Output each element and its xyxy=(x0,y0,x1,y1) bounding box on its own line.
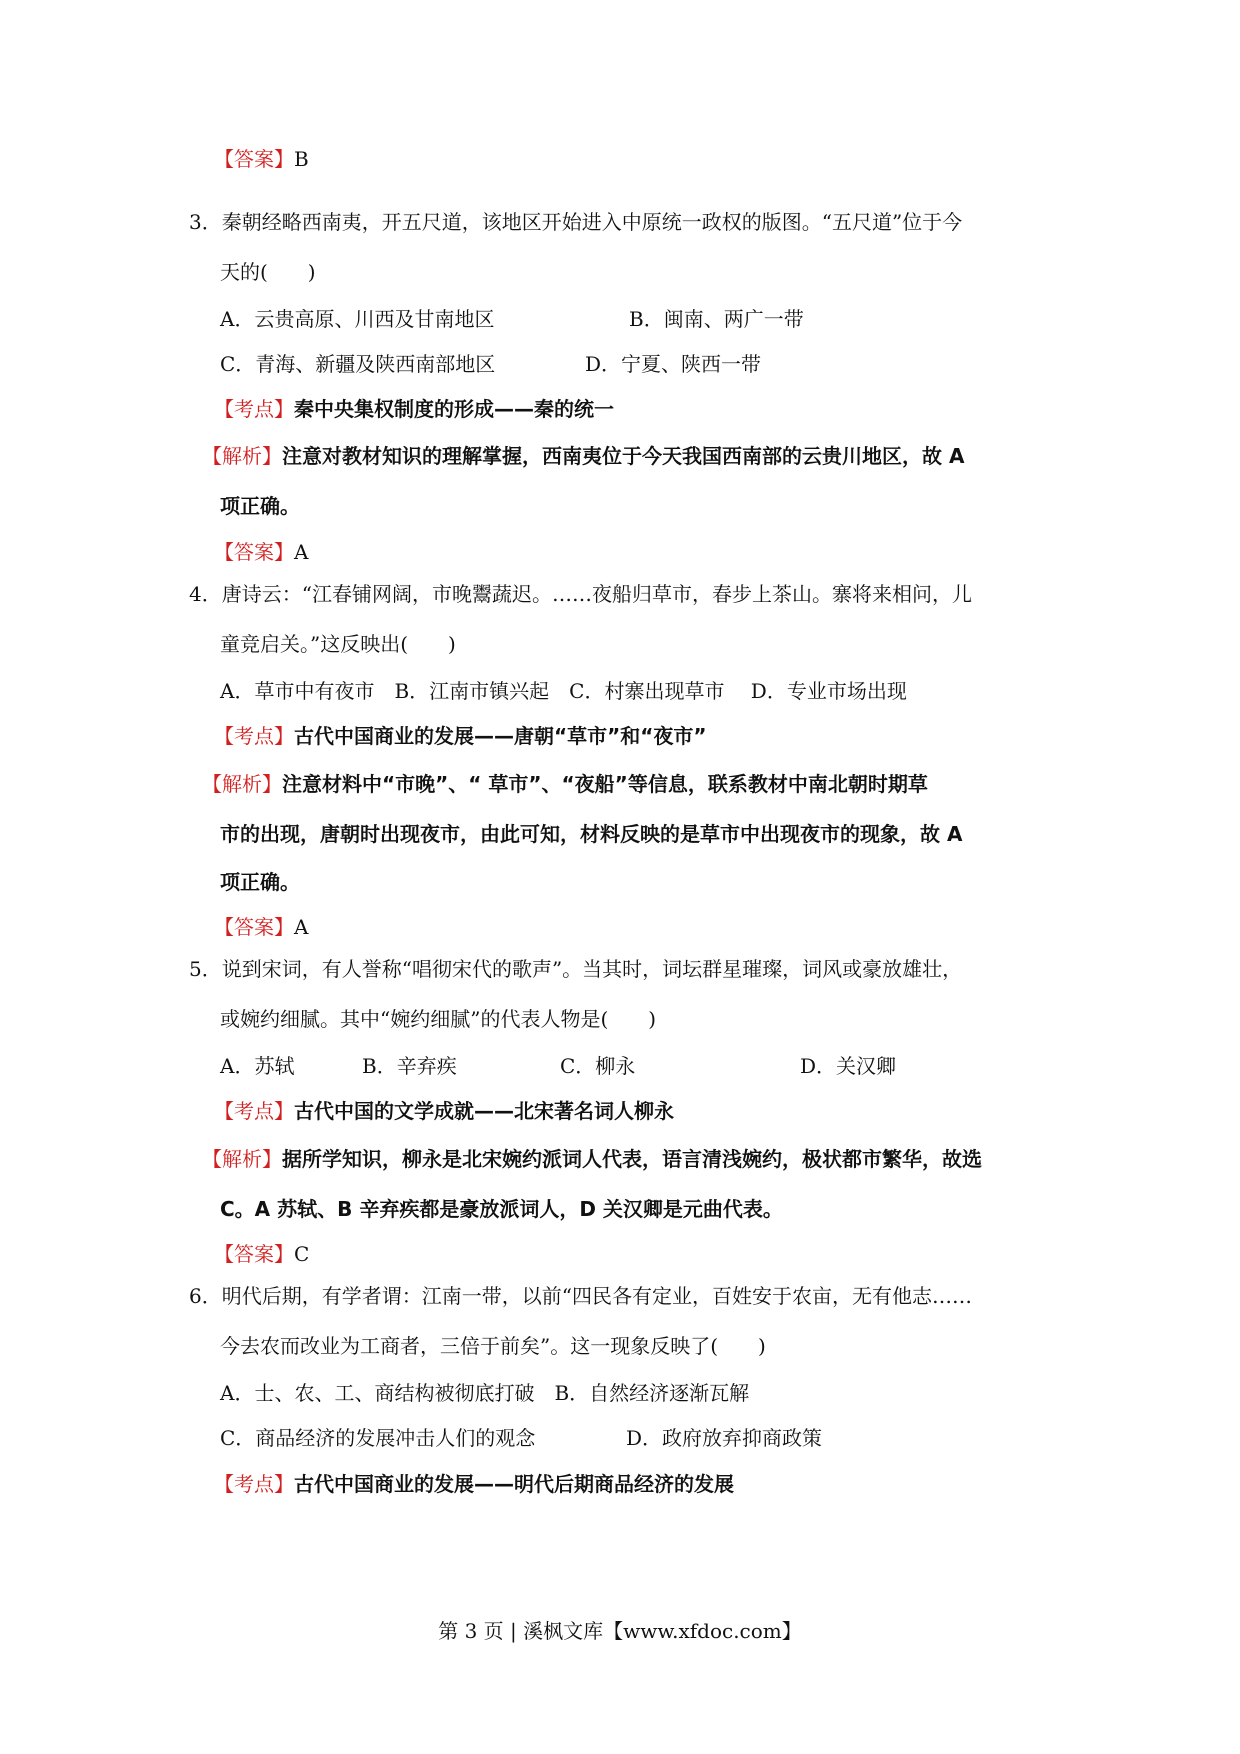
question-5-option-d: D．关汉卿 xyxy=(800,1054,897,1078)
answer-tag: 【答案】 xyxy=(214,915,294,939)
answer-row xyxy=(214,145,309,173)
question-3-kaodian xyxy=(214,395,614,423)
answer-tag: 【答案】 xyxy=(214,1242,294,1266)
page-footer: 第 3 页 | 溪枫文库【www.xfdoc.com】 xyxy=(438,1619,802,1643)
question-4-stem-line-2: 童竞启关。”这反映出( ) xyxy=(220,632,456,656)
jiexi-text: 注意材料中“市晚”、“ 草市”、“夜船”等信息，联系教材中南北朝时期草 xyxy=(282,772,928,796)
kaodian-text: 秦中央集权制度的形成——秦的统一 xyxy=(294,397,614,421)
question-3-jiexi-line-1 xyxy=(202,442,964,470)
answer-value: A xyxy=(294,915,309,939)
question-3-option-d: D．宁夏、陕西一带 xyxy=(585,352,762,376)
question-3-answer xyxy=(214,538,308,566)
question-5-stem-line-1: 5．说到宋词，有人誉称“唱彻宋代的歌声”。当其时，词坛群星璀璨，词风或豪放雄壮， xyxy=(189,957,963,981)
question-3-option-a: A．云贵高原、川西及甘南地区 xyxy=(220,307,495,331)
question-5-option-a: A．苏轼 xyxy=(220,1054,295,1078)
kaodian-text: 古代中国的文学成就——北宋著名词人柳永 xyxy=(294,1099,674,1123)
question-6-stem-line-2: 今去农而改业为工商者，三倍于前矣”。这一现象反映了( ) xyxy=(220,1334,766,1358)
question-4-answer xyxy=(214,913,308,941)
question-6-option-d: D．政府放弃抑商政策 xyxy=(626,1426,823,1450)
question-6-kaodian xyxy=(214,1470,734,1498)
kaodian-tag: 【考点】 xyxy=(214,1099,294,1123)
question-5-option-c: C．柳永 xyxy=(560,1054,636,1078)
answer-value: A xyxy=(294,540,309,564)
answer-tag: 【答案】 xyxy=(214,540,294,564)
answer-value: B xyxy=(294,147,309,171)
kaodian-tag: 【考点】 xyxy=(214,397,294,421)
answer-value: C xyxy=(294,1242,310,1266)
question-3-jiexi-line-2: 项正确。 xyxy=(220,494,300,518)
jiexi-text: 注意对教材知识的理解掌握，西南夷位于今天我国西南部的云贵川地区，故 A xyxy=(282,444,965,468)
jiexi-tag: 【解析】 xyxy=(202,1147,282,1171)
question-4-options: A．草市中有夜市 B．江南市镇兴起 C．村寨出现草市 D．专业市场出现 xyxy=(220,679,907,703)
question-3-option-c: C．青海、新疆及陕西南部地区 xyxy=(220,352,496,376)
question-6-option-c: C．商品经济的发展冲击人们的观念 xyxy=(220,1426,536,1450)
question-5-answer xyxy=(214,1240,309,1268)
answer-tag: 【答案】 xyxy=(214,147,294,171)
question-4-jiexi-line-1 xyxy=(202,770,928,798)
question-4-jiexi-line-2: 市的出现，唐朝时出现夜市，由此可知，材料反映的是草市中出现夜市的现象，故 A xyxy=(220,822,963,846)
question-4-kaodian xyxy=(214,722,707,750)
question-5-jiexi-line-2: C。A 苏轼、B 辛弃疾都是豪放派词人，D 关汉卿是元曲代表。 xyxy=(220,1197,783,1221)
question-5-jiexi-line-1 xyxy=(202,1145,982,1173)
kaodian-tag: 【考点】 xyxy=(214,724,294,748)
question-5-stem-line-2: 或婉约细腻。其中“婉约细腻”的代表人物是( ) xyxy=(220,1007,657,1031)
jiexi-tag: 【解析】 xyxy=(202,772,282,796)
question-6-stem-line-1: 6．明代后期，有学者谓：江南一带，以前“四民各有定业，百姓安于农亩，无有他志…… xyxy=(189,1284,972,1308)
kaodian-text: 古代中国商业的发展——唐朝“草市”和“夜市” xyxy=(294,724,707,748)
question-3-option-b: B．闽南、两广一带 xyxy=(629,307,804,331)
kaodian-tag: 【考点】 xyxy=(214,1472,294,1496)
jiexi-text: 据所学知识，柳永是北宋婉约派词人代表，语言清浅婉约，极状都市繁华，故选 xyxy=(282,1147,982,1171)
question-5-option-b: B．辛弃疾 xyxy=(362,1054,457,1078)
question-4-jiexi-line-3: 项正确。 xyxy=(220,870,300,894)
kaodian-text: 古代中国商业的发展——明代后期商品经济的发展 xyxy=(294,1472,734,1496)
question-3-stem-line-1: 3．秦朝经略西南夷，开五尺道，该地区开始进入中原统一政权的版图。“五尺道”位于今 xyxy=(189,210,963,234)
question-3-stem-line-2: 天的( ) xyxy=(220,260,316,284)
question-5-kaodian xyxy=(214,1097,674,1125)
jiexi-tag: 【解析】 xyxy=(202,444,282,468)
question-4-stem-line-1: 4．唐诗云：“江春铺网阔，市晚鬻蔬迟。……夜船归草市，春步上茶山。寨将来相问，儿 xyxy=(189,582,972,606)
question-6-options-ab: A．士、农、工、商结构被彻底打破 B．自然经济逐渐瓦解 xyxy=(220,1381,750,1405)
